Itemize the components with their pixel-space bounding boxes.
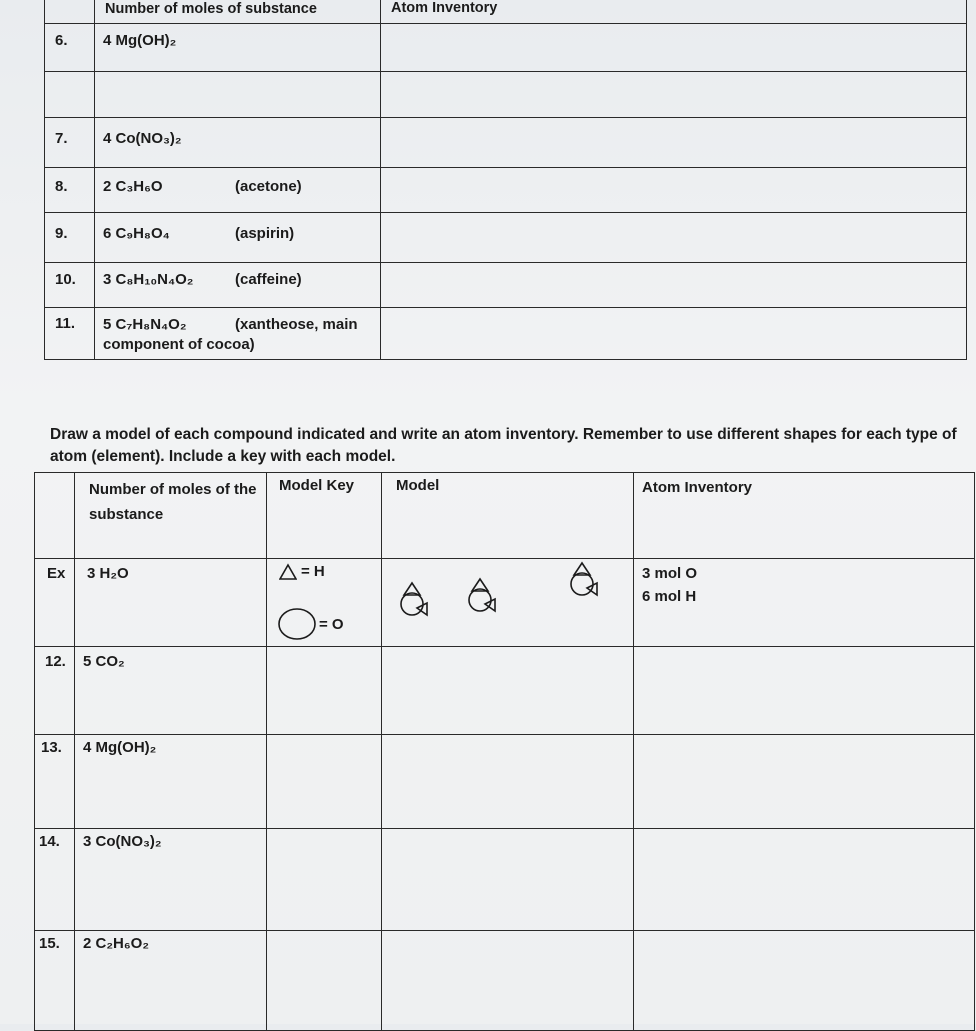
substance-cell: 2 C₂H₆O₂ [75,931,267,1031]
table-row [45,308,967,360]
water-molecule-icon [564,561,600,599]
substance-cell [95,308,381,360]
substance-cell [95,263,381,308]
substance-formula: 5 C₇H₈N₄O₂ [103,316,187,333]
inventory-cell[interactable] [634,647,975,735]
compound-name: (aspirin) [235,225,295,242]
header-model-key: Model Key [267,473,382,559]
substance-formula: 3 C₈H₁₀N₄O₂ [103,271,194,288]
top-header-row [45,0,967,24]
example-row [35,559,975,647]
row-number: 8. [45,168,95,213]
table-row [45,118,967,168]
model-table [34,472,975,1031]
model-cell[interactable] [382,829,634,931]
header-atom-inventory: Atom Inventory [634,473,975,559]
row-number: 11. [45,308,95,360]
model-key-cell[interactable] [267,829,382,931]
row-number: 13. [35,735,75,829]
inventory-cell[interactable] [381,118,967,168]
substance-cell [95,72,381,118]
substance-formula: 6 C₉H₈O₄ [103,225,170,242]
substance-formula: 2 C₃H₆O [103,178,163,195]
substance-cell: 3 Co(NO₃)₂ [75,829,267,931]
row-number: 15. [35,931,75,1031]
model-header-row [35,473,975,559]
row-number: 12. [35,647,75,735]
inventory-cell[interactable] [381,263,967,308]
top-table [44,0,967,360]
row-number: Ex [35,559,75,647]
compound-name: (acetone) [235,178,302,195]
compound-name: (xantheose, main [235,316,358,333]
inventory-cell[interactable] [381,308,967,360]
substance-cell [95,213,381,263]
model-key-cell[interactable] [267,647,382,735]
compound-name-continued: component of cocoa) [103,336,255,353]
table-row [45,72,967,118]
substance-cell: 3 H₂O [75,559,267,647]
inventory-line: 6 mol H [642,588,697,605]
row-number: 6. [45,24,95,72]
substance-cell: 4 Co(NO₃)₂ [95,118,381,168]
header-atom-inventory: Atom Inventory [381,0,967,24]
header-model: Model [382,473,634,559]
key-hydrogen-label: = H [301,563,325,580]
row-number: 14. [35,829,75,931]
inventory-cell[interactable] [634,931,975,1031]
header-blank [35,473,75,559]
table-row [35,829,975,931]
row-number: 7. [45,118,95,168]
table-row [45,168,967,213]
header-moles: Number of moles of substance [95,0,381,24]
model-cell [382,559,634,647]
triangle-icon [279,563,297,581]
model-key-cell [267,559,382,647]
substance-cell [95,168,381,213]
substance-cell: 4 Mg(OH)₂ [95,24,381,72]
table-row [45,213,967,263]
row-number: 9. [45,213,95,263]
circle-icon [277,607,317,641]
row-number: 10. [45,263,95,308]
substance-cell: 5 CO₂ [75,647,267,735]
compound-name: (caffeine) [235,271,302,288]
inventory-cell [634,559,975,647]
table-row [35,647,975,735]
inventory-cell[interactable] [381,72,967,118]
model-key-cell[interactable] [267,735,382,829]
row-number [45,72,95,118]
inventory-line: 3 mol O [642,565,698,582]
inventory-cell[interactable] [381,168,967,213]
table-row [35,735,975,829]
key-oxygen-label: = O [319,616,344,633]
inventory-cell[interactable] [381,213,967,263]
model-key-cell[interactable] [267,931,382,1031]
inventory-cell[interactable] [634,829,975,931]
header-moles: Number of moles of the substance [75,473,267,559]
model-cell[interactable] [382,647,634,735]
model-cell[interactable] [382,735,634,829]
water-molecule-icon [462,577,498,615]
header-blank [45,0,95,24]
table-row [35,931,975,1031]
table-row [45,24,967,72]
water-molecule-icon [394,581,430,619]
inventory-cell[interactable] [381,24,967,72]
inventory-cell[interactable] [634,735,975,829]
model-cell[interactable] [382,931,634,1031]
table-row [45,263,967,308]
instructions: Draw a model of each compound indicated and write an atom inventory. Remember to use different shapes for each type of atom (element). Include a key with each model. [50,426,957,465]
substance-cell: 4 Mg(OH)₂ [75,735,267,829]
